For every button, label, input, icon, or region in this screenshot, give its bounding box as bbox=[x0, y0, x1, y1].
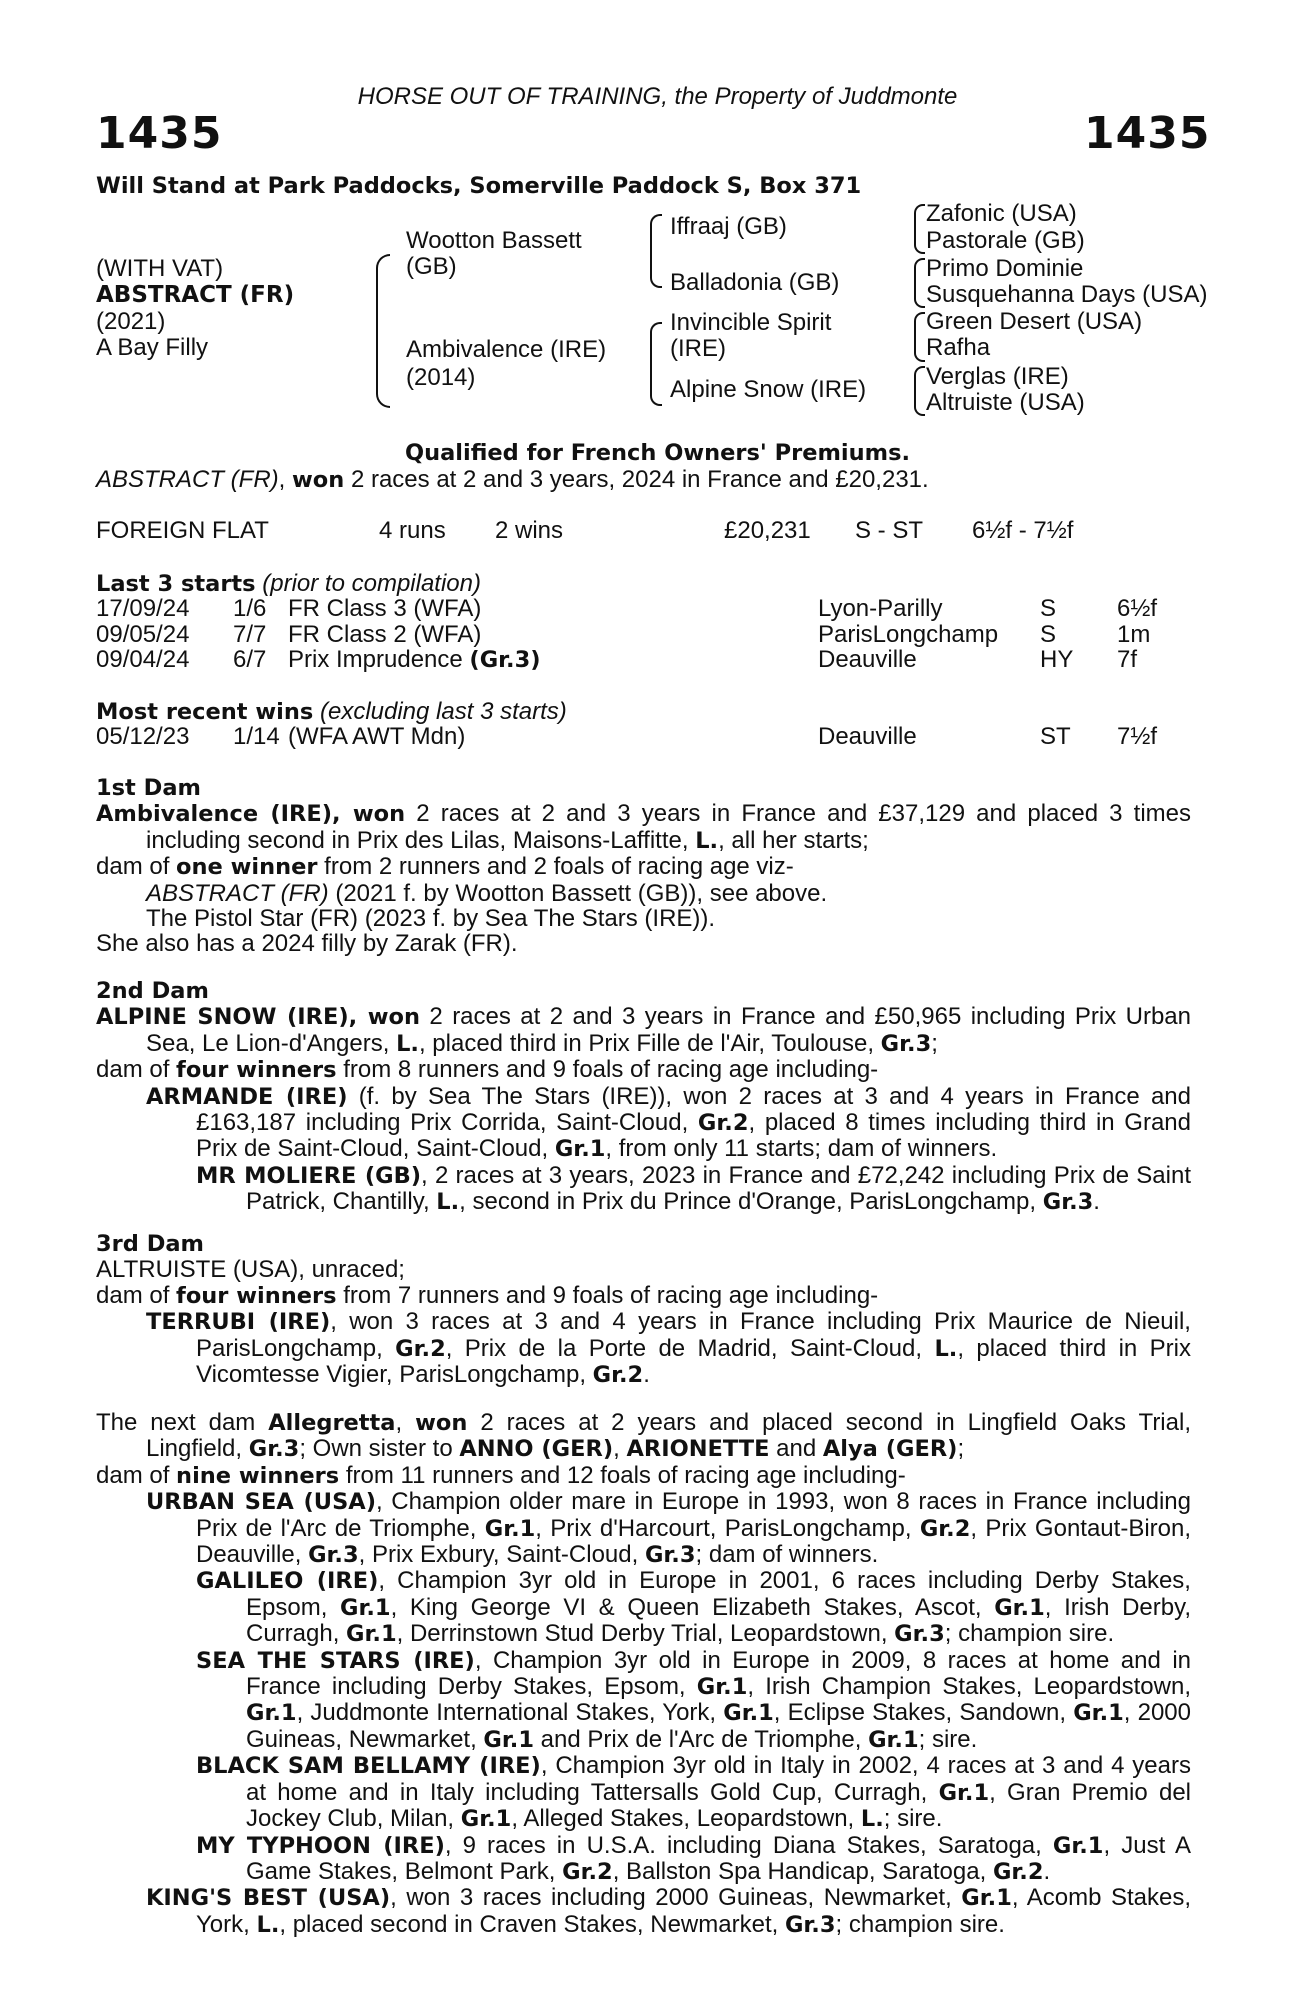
race-pos-cell: 7/7 bbox=[233, 620, 267, 648]
urban-t1: , Champion older mare in Europe in 1993, won 8 races in France including Prix de l'Arc de Triomphe, bbox=[196, 1488, 1191, 1542]
armande-g1: Gr.1 bbox=[554, 1136, 606, 1163]
myt-t2: , Just A Game Stakes, Belmont Park, bbox=[246, 1831, 1192, 1885]
bsb-t3: , Alleged Stakes, Leopardstown, bbox=[511, 1805, 861, 1833]
next-dam-g3: Gr.3 bbox=[248, 1436, 300, 1463]
sibling-anno: ANNO (GER) bbox=[459, 1436, 614, 1463]
record-category: FOREIGN FLAT bbox=[96, 517, 269, 544]
pedigree-brace bbox=[376, 254, 390, 408]
first-dam-section bbox=[96, 776, 1191, 957]
race-race-cell: (WFA AWT Mdn) bbox=[288, 723, 466, 750]
kb-t4: ; champion sire. bbox=[835, 1910, 1005, 1938]
sire-sire: Iffraaj (GB) bbox=[670, 213, 787, 240]
urban-t5: ; dam of winners. bbox=[695, 1541, 879, 1569]
second-dam-damof-b: four winners bbox=[176, 1057, 337, 1084]
first-dam-heading: 1st Dam bbox=[96, 775, 201, 801]
second-dam-listed: L. bbox=[396, 1030, 419, 1057]
ancestor-5: Green Desert (USA) bbox=[926, 308, 1143, 335]
urban-g1: Gr.1 bbox=[484, 1515, 536, 1542]
top-line: HORSE OUT OF TRAINING, the Property of Juddmonte bbox=[357, 83, 958, 110]
race-course-cell: Deauville bbox=[818, 646, 917, 673]
race-dist-cell: 6½f bbox=[1117, 595, 1158, 622]
next-dam-t4: ; bbox=[957, 1435, 965, 1463]
race-course-cell: Lyon-Parilly bbox=[818, 595, 943, 622]
gg-brace-3 bbox=[914, 312, 925, 362]
sts-name: SEA THE STARS (IRE) bbox=[196, 1647, 475, 1674]
kb-t2: , Acomb Stakes, York, bbox=[196, 1884, 1191, 1938]
dam-sire: Invincible Spirit (IRE) bbox=[670, 309, 832, 362]
moliere-name: MR MOLIERE (GB) bbox=[196, 1162, 422, 1189]
ancestor-8: Altruiste (USA) bbox=[926, 389, 1085, 416]
ancestor-1: Zafonic (USA) bbox=[926, 200, 1077, 227]
ancestor-7: Verglas (IRE) bbox=[926, 363, 1069, 390]
race-race-cell: FR Class 2 (WFA) bbox=[288, 620, 482, 648]
armande-name: ARMANDE (IRE) bbox=[146, 1083, 348, 1110]
sea-the-stars-entry bbox=[96, 1648, 1191, 1754]
black-sam-bellamy-entry bbox=[96, 1753, 1191, 1832]
kb-g1: Gr.1 bbox=[961, 1885, 1012, 1912]
next-dam-record: The next dam Allegretta, won 2 races at 2 years and placed second in Lingfield Oaks Trial, Lingfield, Gr.3; Own sister to ANNO (GER), ARIONETTE and Alya (GER); bbox=[96, 1409, 1191, 1463]
record-wins: 2 wins bbox=[495, 517, 564, 544]
recent-wins-note: (excluding last 3 starts) bbox=[319, 698, 567, 725]
progeny-1-rest: (2021 f. by Wootton Bassett (GB)), see above. bbox=[328, 879, 828, 907]
gg-brace-2 bbox=[914, 258, 925, 308]
sts-t4: , Eclipse Stakes, Sandown, bbox=[773, 1699, 1074, 1727]
race-date-cell: 17/09/24 bbox=[96, 595, 190, 622]
myt-t1: , 9 races in U.S.A. including Diana Stakes, Saratoga, bbox=[444, 1831, 1053, 1859]
second-dam-heading: 2nd Dam bbox=[96, 978, 209, 1004]
last3-heading bbox=[96, 571, 481, 597]
next-dam-t3: ; Own sister to bbox=[299, 1435, 460, 1463]
myt-g2b: Gr.2 bbox=[992, 1858, 1044, 1885]
next-dam-section bbox=[96, 1410, 1191, 1938]
sts-t7: ; sire. bbox=[918, 1725, 978, 1753]
first-dam-also: She also has a 2024 filly by Zarak (FR). bbox=[96, 930, 518, 958]
record-distance: 6½f - 7½f bbox=[972, 517, 1074, 544]
sibling-arionette: ARIONETTE bbox=[626, 1436, 770, 1463]
terrubi-t3: , placed third in Prix Vicomtesse Vigier, ParisLongchamp, bbox=[196, 1334, 1191, 1389]
first-dam-text1: 2 races at 2 and 3 years in France and £37,129 and placed 3 times including second in Prix des Lilas, Maisons-Laffitte, bbox=[146, 800, 1191, 854]
race-race-cell: FR Class 3 (WFA) bbox=[288, 595, 482, 622]
next-dam-won: won bbox=[415, 1410, 468, 1436]
ancestor-6: Rafha bbox=[926, 334, 991, 361]
stand-location: Will Stand at Park Paddocks, Somerville Paddock S, Box 371 bbox=[96, 173, 862, 199]
terrubi-g2b: Gr.2 bbox=[592, 1362, 644, 1389]
myt-t4: . bbox=[1043, 1857, 1051, 1885]
sts-t1: , Champion 3yr old in Europe in 2009, 8 races at home and in France including Derby Stakes, Epsom, bbox=[246, 1646, 1191, 1701]
urban-t2: , Prix d'Harcourt, ParisLongchamp, bbox=[535, 1514, 920, 1542]
summary-won: won bbox=[292, 467, 345, 493]
sts-g1d: Gr.1 bbox=[1073, 1700, 1124, 1727]
last3-note: (prior to compilation) bbox=[262, 570, 481, 597]
first-dam-text2: , all her starts; bbox=[718, 826, 869, 854]
galileo-name: GALILEO (IRE) bbox=[196, 1568, 379, 1595]
moliere-t1: , 2 races at 3 years, 2023 in France and £72,242 including Prix de Saint Patrick, Chantilly, bbox=[246, 1161, 1191, 1216]
sire-name: Wootton Bassett (GB) bbox=[406, 227, 582, 280]
bsb-g1b: Gr.1 bbox=[460, 1806, 512, 1833]
myt-name: MY TYPHOON (IRE) bbox=[196, 1832, 445, 1859]
horse-name: ABSTRACT (FR) bbox=[96, 282, 295, 308]
kings-best-entry bbox=[96, 1885, 1191, 1938]
sts-g1f: Gr.1 bbox=[868, 1726, 919, 1753]
race-dist-cell: 7½f bbox=[1117, 723, 1158, 750]
second-dam-section bbox=[96, 979, 1191, 1216]
galileo-t3: , Irish Derby, Curragh, bbox=[246, 1593, 1192, 1648]
record-going: S - ST bbox=[855, 517, 924, 544]
terrubi-listed: L. bbox=[934, 1335, 958, 1362]
next-dam-produce bbox=[96, 1463, 1191, 1489]
first-dam-produce bbox=[96, 854, 1191, 880]
sts-g1b: Gr.1 bbox=[246, 1700, 297, 1727]
second-dam-t2: , placed third in Prix Fille de l'Air, Toulouse, bbox=[418, 1029, 881, 1057]
sts-t5: , 2000 Guineas, Newmarket, bbox=[246, 1699, 1191, 1753]
gg-brace-1 bbox=[914, 204, 925, 254]
next-dam-damof-c: from 11 runners and 12 foals of racing age including- bbox=[339, 1461, 906, 1489]
next-dam-t1: The next dam bbox=[96, 1409, 269, 1436]
ancestor-2: Pastorale (GB) bbox=[926, 227, 1085, 254]
second-dam-t3: ; bbox=[931, 1029, 938, 1057]
urban-t4: , Prix Exbury, Saint-Cloud, bbox=[358, 1541, 645, 1569]
race-going-cell: S bbox=[1040, 595, 1057, 622]
galileo-t2: , King George VI & Queen Elizabeth Stakes, Ascot, bbox=[390, 1593, 995, 1621]
race-pos-cell: 6/7 bbox=[233, 646, 267, 673]
qualified-note: Qualified for French Owners' Premiums. bbox=[404, 440, 911, 466]
next-dam-damof-b: nine winners bbox=[176, 1462, 340, 1489]
race-date-cell: 09/05/24 bbox=[96, 620, 190, 648]
record-runs: 4 runs bbox=[379, 517, 446, 544]
first-dam-progeny-1 bbox=[96, 881, 1191, 906]
next-dam-name: Allegretta bbox=[268, 1410, 396, 1436]
third-dam-line1: ALTRUISTE (USA), unraced; bbox=[96, 1256, 405, 1284]
myt-g1: Gr.1 bbox=[1052, 1832, 1104, 1859]
sire-brace bbox=[650, 214, 662, 288]
race-grade: (Gr.3) bbox=[469, 647, 541, 673]
myt-t3: , Ballston Spa Handicap, Saratoga, bbox=[612, 1857, 993, 1885]
horse-year: (2021) bbox=[96, 308, 166, 335]
galileo-t1: , Champion 3yr old in Europe in 2001, 6 races including Derby Stakes, Epsom, bbox=[246, 1567, 1191, 1621]
terrubi-name: TERRUBI (IRE) bbox=[146, 1309, 331, 1336]
ancestor-4: Susquehanna Days (USA) bbox=[926, 281, 1208, 308]
lot-number-left: 1435 bbox=[96, 108, 223, 159]
first-dam-record bbox=[96, 801, 1191, 854]
terrubi-t2: , Prix de la Porte de Madrid, Saint-Cloud, bbox=[445, 1334, 935, 1362]
moliere-t3: . bbox=[1093, 1188, 1100, 1216]
sts-t6: and Prix de l'Arc de Triomphe, bbox=[533, 1725, 869, 1753]
second-dam-damof-c: from 8 runners and 9 foals of racing age including- bbox=[336, 1056, 879, 1084]
first-dam-name: Ambivalence (IRE), won bbox=[96, 801, 406, 828]
race-dist-cell: 1m bbox=[1117, 620, 1151, 648]
urban-g2: Gr.2 bbox=[919, 1515, 971, 1542]
recent-wins-heading bbox=[96, 699, 567, 725]
second-dam-damof-a: dam of bbox=[96, 1056, 177, 1084]
bsb-g1a: Gr.1 bbox=[938, 1779, 990, 1806]
ancestor-3: Primo Dominie bbox=[926, 255, 1084, 282]
urban-g3b: Gr.3 bbox=[644, 1542, 696, 1569]
armande-t1: (f. by Sea The Stars (IRE)), won 2 races at 3 and 4 years in France and £163,187 including Prix Corrida, Saint-Cloud, bbox=[196, 1082, 1192, 1137]
galileo-entry bbox=[96, 1568, 1191, 1647]
third-dam-damof-a: dam of bbox=[96, 1281, 177, 1309]
armande-g2: Gr.2 bbox=[697, 1110, 749, 1137]
kb-t1: , won 3 races including 2000 Guineas, Newmarket, bbox=[390, 1884, 962, 1912]
race-going-cell: HY bbox=[1040, 646, 1074, 673]
first-dam-progeny-2: The Pistol Star (FR) (2023 f. by Sea The Stars (IRE)). bbox=[146, 905, 716, 933]
second-dam-record bbox=[96, 1004, 1191, 1057]
first-dam-damof-a: dam of bbox=[96, 853, 177, 881]
race-date-cell: 09/04/24 bbox=[96, 646, 190, 673]
last3-title: Last 3 starts bbox=[96, 571, 256, 597]
moliere-t2: , second in Prix du Prince d'Orange, ParisLongchamp, bbox=[459, 1188, 1043, 1216]
galileo-g1c: Gr.1 bbox=[346, 1621, 397, 1648]
moliere-g3: Gr.3 bbox=[1042, 1189, 1094, 1216]
record-earnings: £20,231 bbox=[724, 517, 811, 544]
sibling-alya: Alya (GER) bbox=[822, 1436, 958, 1463]
race-going-cell: S bbox=[1040, 620, 1057, 648]
bsb-listed: L. bbox=[860, 1806, 884, 1833]
third-dam-damof-c: from 7 runners and 9 foals of racing age including- bbox=[336, 1281, 879, 1309]
first-dam-damof-c: from 2 runners and 2 foals of racing age viz- bbox=[317, 853, 794, 881]
dam-name: Ambivalence (IRE) (2014) bbox=[406, 336, 607, 391]
second-dam-g3: Gr.3 bbox=[880, 1030, 932, 1057]
galileo-g1b: Gr.1 bbox=[994, 1594, 1045, 1621]
urban-t3: , Prix Gontaut-Biron, Deauville, bbox=[196, 1514, 1192, 1569]
sts-t2: , Irish Champion Stakes, Leopardstown, bbox=[747, 1673, 1191, 1701]
second-dam-progeny-2 bbox=[96, 1163, 1191, 1216]
terrubi-t4: . bbox=[643, 1361, 650, 1389]
recent-wins-title: Most recent wins bbox=[96, 699, 314, 725]
sire-dam: Balladonia (GB) bbox=[670, 269, 840, 296]
terrubi-t1: , won 3 races at 3 and 4 years in France including Prix Maurice de Nieuil, ParisLongchamp, bbox=[196, 1308, 1191, 1362]
race-date-cell: 05/12/23 bbox=[96, 723, 190, 750]
third-dam-damof-b: four winners bbox=[176, 1282, 337, 1309]
next-dam-damof-a: dam of bbox=[96, 1461, 177, 1489]
bsb-t4: ; sire. bbox=[883, 1805, 943, 1833]
progeny-1-name: ABSTRACT (FR) bbox=[146, 879, 329, 907]
second-dam-progeny-1 bbox=[96, 1084, 1191, 1163]
bsb-name: BLACK SAM BELLAMY (IRE) bbox=[196, 1753, 541, 1780]
race-pos-cell: 1/6 bbox=[233, 595, 267, 622]
next-dam-c1: , bbox=[613, 1435, 627, 1463]
second-dam-produce bbox=[96, 1057, 1191, 1083]
gg-brace-4 bbox=[914, 366, 925, 416]
race-name: Prix Imprudence bbox=[288, 646, 463, 673]
my-typhoon-entry bbox=[96, 1833, 1191, 1886]
first-dam-damof-b: one winner bbox=[176, 854, 318, 881]
kb-t3: , placed second in Craven Stakes, Newmarket, bbox=[279, 1910, 785, 1938]
third-dam-progeny-1 bbox=[96, 1309, 1191, 1388]
race-going-cell: ST bbox=[1040, 723, 1071, 750]
bsb-t2: , Gran Premio del Jockey Club, Milan, bbox=[246, 1778, 1191, 1833]
sts-g1e: Gr.1 bbox=[483, 1726, 534, 1753]
dam-brace bbox=[650, 322, 662, 406]
urban-g3a: Gr.3 bbox=[308, 1542, 359, 1569]
third-dam-section bbox=[96, 1232, 1191, 1388]
third-dam-heading: 3rd Dam bbox=[96, 1231, 204, 1257]
horse-description: A Bay Filly bbox=[96, 334, 209, 361]
next-dam-t2: 2 races at 2 years and placed second in Lingfield Oaks Trial, Lingfield, bbox=[146, 1409, 1191, 1463]
second-dam-name: ALPINE SNOW (IRE), won bbox=[96, 1004, 420, 1031]
sts-g1a: Gr.1 bbox=[696, 1674, 748, 1701]
third-dam-produce bbox=[96, 1283, 1191, 1309]
race-pos-cell: 1/14 bbox=[233, 723, 280, 750]
kb-g3: Gr.3 bbox=[784, 1911, 836, 1938]
horse-summary: ABSTRACT (FR), won 2 races at 2 and 3 years, 2024 in France and £20,231. bbox=[96, 466, 929, 493]
next-dam-c2: and bbox=[769, 1435, 823, 1463]
kb-name: KING'S BEST (USA) bbox=[146, 1885, 391, 1912]
armande-t3: , from only 11 starts; dam of winners. bbox=[605, 1135, 998, 1163]
dam-dam: Alpine Snow (IRE) bbox=[670, 376, 867, 403]
race-race-cell bbox=[288, 647, 541, 673]
sts-t3: , Juddmonte International Stakes, York, bbox=[296, 1699, 724, 1727]
vat-note: (WITH VAT) bbox=[96, 255, 224, 282]
urban-sea-entry bbox=[96, 1489, 1191, 1568]
lot-number-right: 1435 bbox=[1084, 108, 1211, 159]
galileo-t4: , Derrinstown Stud Derby Trial, Leopardstown, bbox=[396, 1620, 895, 1648]
galileo-t5: ; champion sire. bbox=[944, 1620, 1115, 1648]
second-dam-t1: 2 races at 2 and 3 years in France and £50,965 including Prix Urban Sea, Le Lion-d'Angers, bbox=[146, 1003, 1191, 1057]
summary-rest: 2 races at 2 and 3 years, 2024 in France and £20,231. bbox=[350, 466, 929, 493]
myt-g2a: Gr.2 bbox=[562, 1858, 613, 1885]
kb-listed: L. bbox=[256, 1911, 280, 1938]
moliere-listed: L. bbox=[436, 1189, 460, 1216]
galileo-g1a: Gr.1 bbox=[340, 1594, 391, 1621]
urban-sea-name: URBAN SEA (USA) bbox=[146, 1489, 376, 1516]
armande-t2: , placed 8 times including third in Grand Prix de Saint-Cloud, Saint-Cloud, bbox=[196, 1109, 1192, 1163]
summary-name: ABSTRACT (FR) bbox=[96, 466, 279, 493]
race-course-cell: Deauville bbox=[818, 723, 917, 750]
race-course-cell: ParisLongchamp bbox=[818, 620, 999, 648]
galileo-g3: Gr.3 bbox=[894, 1621, 945, 1648]
terrubi-g2: Gr.2 bbox=[395, 1335, 446, 1362]
race-dist-cell: 7f bbox=[1117, 646, 1138, 673]
first-dam-listed: L. bbox=[695, 827, 719, 854]
sts-g1c: Gr.1 bbox=[723, 1700, 774, 1727]
bsb-t1: , Champion 3yr old in Italy in 2002, 4 races at 3 and 4 years at home and in Italy including Tattersalls Gold Cup, Curragh, bbox=[246, 1752, 1191, 1806]
